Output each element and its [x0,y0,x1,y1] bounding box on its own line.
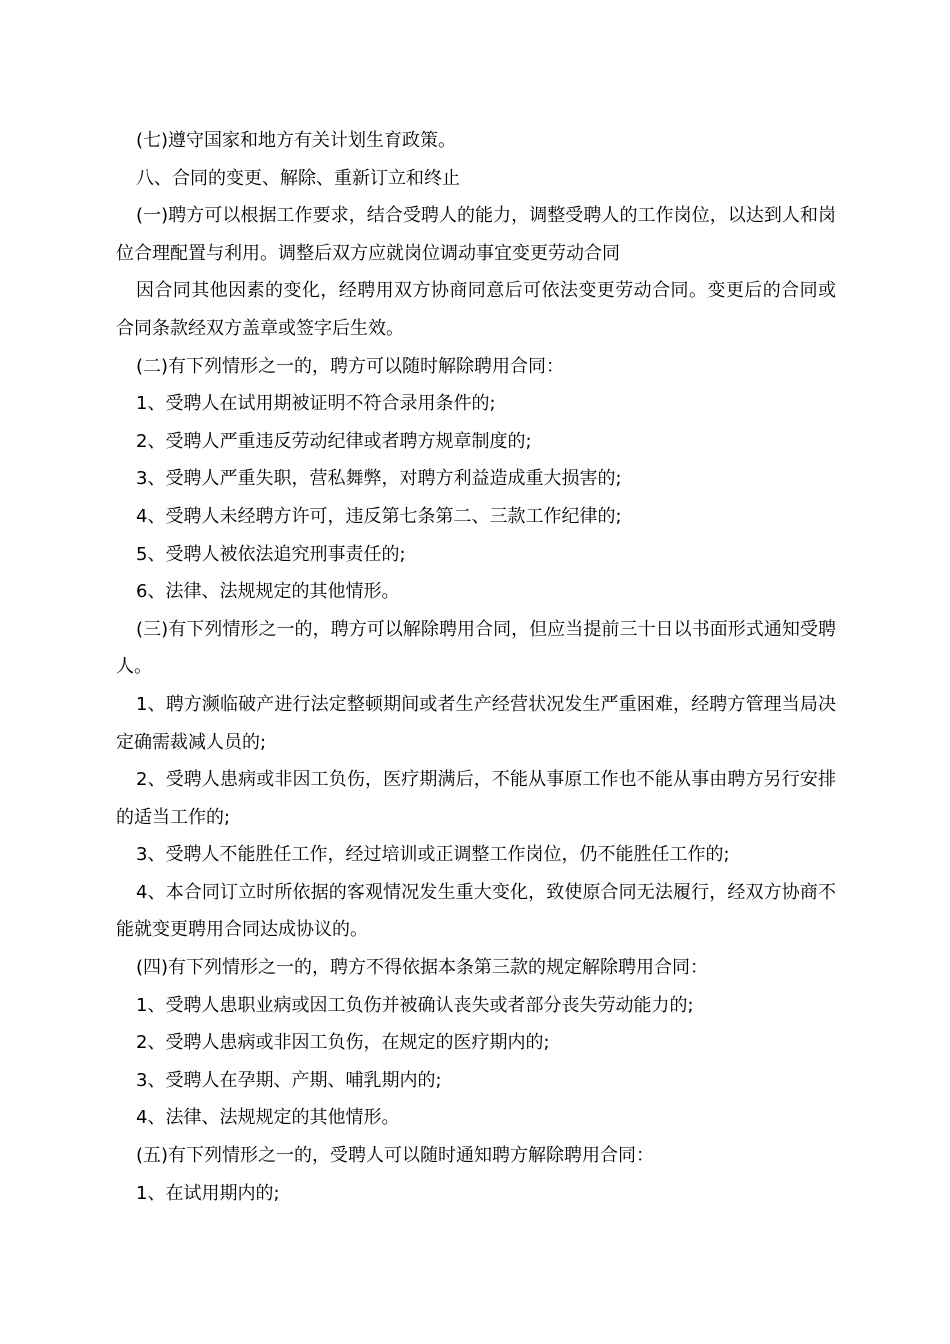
section-8-heading: 八、合同的变更、解除、重新订立和终止 [136,167,460,189]
paragraph-contract-change: 因合同其他因素的变化，经聘用双方协商同意后可依法变更劳动合同。变更后的合同或合同条款经双方盖章或签字后生效。 [116,280,836,339]
list-item-3-2: 2、受聘人患病或非因工负伤，医疗期满后，不能从事原工作也不能从事由聘方另行安排的适当工作的; [116,769,836,828]
paragraph-2-immediate-termination: (二)有下列情形之一的，聘方可以随时解除聘用合同： [136,355,565,377]
list-item-2-5: 5、受聘人被依法追究刑事责任的; [136,543,406,565]
list-item-2-2: 2、受聘人严重违反劳动纪律或者聘方规章制度的; [136,430,532,452]
list-item-2-6: 6、法律、法规规定的其他情形。 [136,581,400,603]
list-item-3-1: 1、聘方濒临破产进行法定整顿期间或者生产经营状况发生严重困难，经聘方管理当局决定确需裁减人员的; [116,693,836,753]
list-item-4-4: 4、法律、法规规定的其他情形。 [136,1107,400,1129]
list-item-4-1: 1、受聘人患职业病或因工负伤并被确认丧失或者部分丧失劳动能力的; [136,994,694,1016]
paragraph-7-family-planning: (七)遵守国家和地方有关计划生育政策。 [136,130,457,151]
list-item-2-4: 4、受聘人未经聘方许可，违反第七条第二、三款工作纪律的; [136,505,622,527]
paragraph-1-position-adjustment: (一)聘方可以根据工作要求，结合受聘人的能力，调整受聘人的工作岗位，以达到人和岗位合理配置与利用。调整后双方应就岗位调动事宜变更劳动合同 [116,205,836,264]
list-item-2-1: 1、受聘人在试用期被证明不符合录用条件的; [136,393,496,415]
paragraph-3-notice-termination: (三)有下列情形之一的，聘方可以解除聘用合同，但应当提前三十日以书面形式通知受聘人。 [116,618,836,678]
list-item-3-3: 3、受聘人不能胜任工作，经过培训或正调整工作岗位，仍不能胜任工作的; [136,844,730,866]
list-item-3-4: 4、本合同订立时所依据的客观情况发生重大变化，致使原合同无法履行，经双方协商不能就变更聘用合同达成协议的。 [116,881,836,941]
paragraph-5-employee-termination: (五)有下列情形之一的，受聘人可以随时通知聘方解除聘用合同： [136,1145,655,1167]
document-body [116,122,836,1212]
list-item-5-1: 1、在试用期内的; [136,1182,280,1204]
list-item-4-2: 2、受聘人患病或非因工负伤，在规定的医疗期内的; [136,1032,550,1054]
list-item-4-3: 3、受聘人在孕期、产期、哺乳期内的; [136,1069,442,1091]
paragraph-4-no-termination: (四)有下列情形之一的，聘方不得依据本条第三款的规定解除聘用合同： [136,957,709,979]
list-item-2-3: 3、受聘人严重失职，营私舞弊，对聘方利益造成重大损害的; [136,468,622,490]
